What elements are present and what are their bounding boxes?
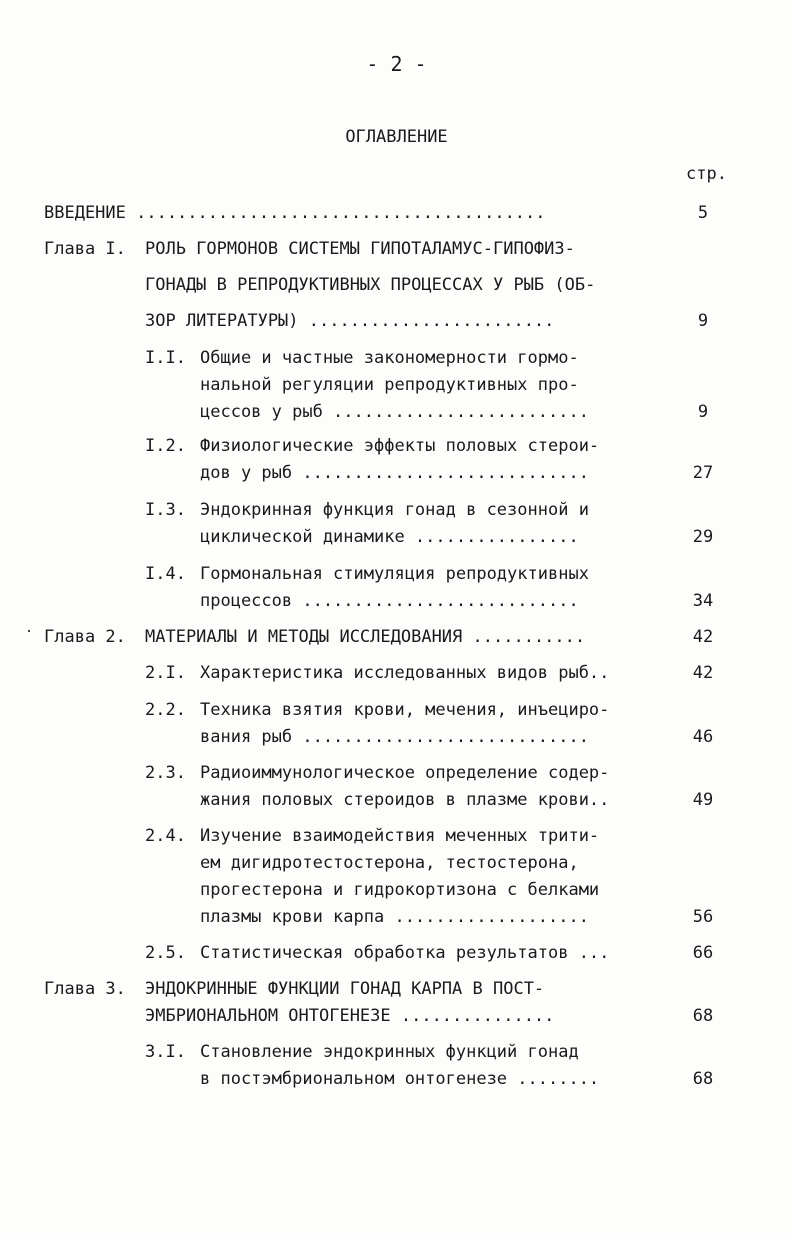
toc-entry-text: плазмы крови карпа ................... [200, 907, 589, 927]
toc-entry-text: ВВЕДЕНИЕ ........................................ [44, 203, 546, 223]
toc-entry-number: I.I. [145, 348, 186, 368]
toc-entry-page: 29 [692, 527, 714, 547]
toc-entry-text: дов у рыб ............................ [200, 463, 589, 483]
toc-entry-number: Глава 3. [44, 979, 126, 999]
toc-entry-page: 27 [692, 463, 714, 483]
toc-entry-page: 9 [697, 311, 709, 331]
toc-entry-text: РОЛЬ ГОРМОНОВ СИСТЕМЫ ГИПОТАЛАМУС-ГИПОФИЗ- [145, 239, 575, 259]
toc-entry-page: 42 [692, 627, 714, 647]
toc-entry-page: 68 [692, 1006, 714, 1026]
toc-entry-text: процессов ........................... [200, 591, 579, 611]
toc-entry-text: Изучение взаимодействия меченных трити- [200, 826, 600, 846]
toc-entry-text: МАТЕРИАЛЫ И МЕТОДЫ ИССЛЕДОВАНИЯ ........... [145, 627, 586, 647]
toc-entry-number: I.3. [145, 500, 186, 520]
toc-entry-text: Физиологические эффекты половых стерои- [200, 436, 600, 456]
toc-entry-page: 34 [692, 591, 714, 611]
scan-speck [28, 630, 30, 632]
toc-entry-number: 2.2. [145, 700, 186, 720]
toc-entry-page: 5 [697, 203, 709, 223]
toc-entry-text: ЗОР ЛИТЕРАТУРЫ) ........................ [145, 311, 555, 331]
toc-entry-number: Глава 2. [44, 627, 126, 647]
toc-entry-page: 49 [692, 790, 714, 810]
toc-entry-text: Становление эндокринных функций гонад [200, 1042, 579, 1062]
toc-entry-page: 66 [692, 943, 714, 963]
toc-entry-text: ГОНАДЫ В РЕПРОДУКТИВНЫХ ПРОЦЕССАХ У РЫБ (ОБ- [145, 275, 596, 295]
toc-entry-text: ЭМБРИОНАЛЬНОМ ОНТОГЕНЕЗЕ ............... [145, 1006, 555, 1026]
toc-entry-text: Характеристика исследованных видов рыб.. [200, 663, 610, 683]
toc-entry-text: прогестерона и гидрокортизона с белками [200, 880, 600, 900]
toc-entry-text: Общие и частные закономерности гормо- [200, 348, 579, 368]
toc-entry-text: ЭНДОКРИННЫЕ ФУНКЦИИ ГОНАД КАРПА В ПОСТ- [145, 979, 545, 999]
toc-entry-text: циклической динамике ................ [200, 527, 579, 547]
toc-entry-page: 46 [692, 727, 714, 747]
toc-entry-number: 2.I. [145, 663, 186, 683]
toc-entry-number: 2.4. [145, 826, 186, 846]
toc-entry-text: Гормональная стимуляция репродуктивных [200, 564, 589, 584]
toc-entry-page: 9 [697, 402, 709, 422]
toc-entry-text: Техника взятия крови, мечения, инъециро- [200, 700, 610, 720]
toc-title: ОГЛАВЛЕНИЕ [345, 127, 448, 147]
toc-entry-number: 2.5. [145, 943, 186, 963]
toc-entry-number: I.4. [145, 564, 186, 584]
toc-entry-text: вания рыб ............................ [200, 727, 589, 747]
page-column-label: стр. [686, 164, 727, 184]
toc-entry-text: Статистическая обработка результатов ... [200, 943, 610, 963]
toc-entry-number: I.2. [145, 436, 186, 456]
toc-entry-text: Радиоиммунологическое определение содер- [200, 763, 610, 783]
toc-entry-text: Эндокринная функция гонад в сезонной и [200, 500, 589, 520]
toc-entry-number: Глава I. [44, 239, 126, 259]
page-number: - 2 - [366, 52, 427, 76]
toc-entry-text: цессов у рыб ......................... [200, 402, 589, 422]
toc-entry-text: ем дигидротестостерона, тестостерона, [200, 853, 579, 873]
toc-entry-page: 42 [692, 663, 714, 683]
toc-entry-text: нальной регуляции репродуктивных про- [200, 375, 579, 395]
toc-entry-page: 56 [692, 907, 714, 927]
toc-entry-text: жания половых стероидов в плазме крови.. [200, 790, 610, 810]
toc-entry-page: 68 [692, 1069, 714, 1089]
toc-entry-text: в постэмбриональном онтогенезе ........ [200, 1069, 600, 1089]
toc-entry-number: 2.3. [145, 763, 186, 783]
toc-entry-number: 3.I. [145, 1042, 186, 1062]
